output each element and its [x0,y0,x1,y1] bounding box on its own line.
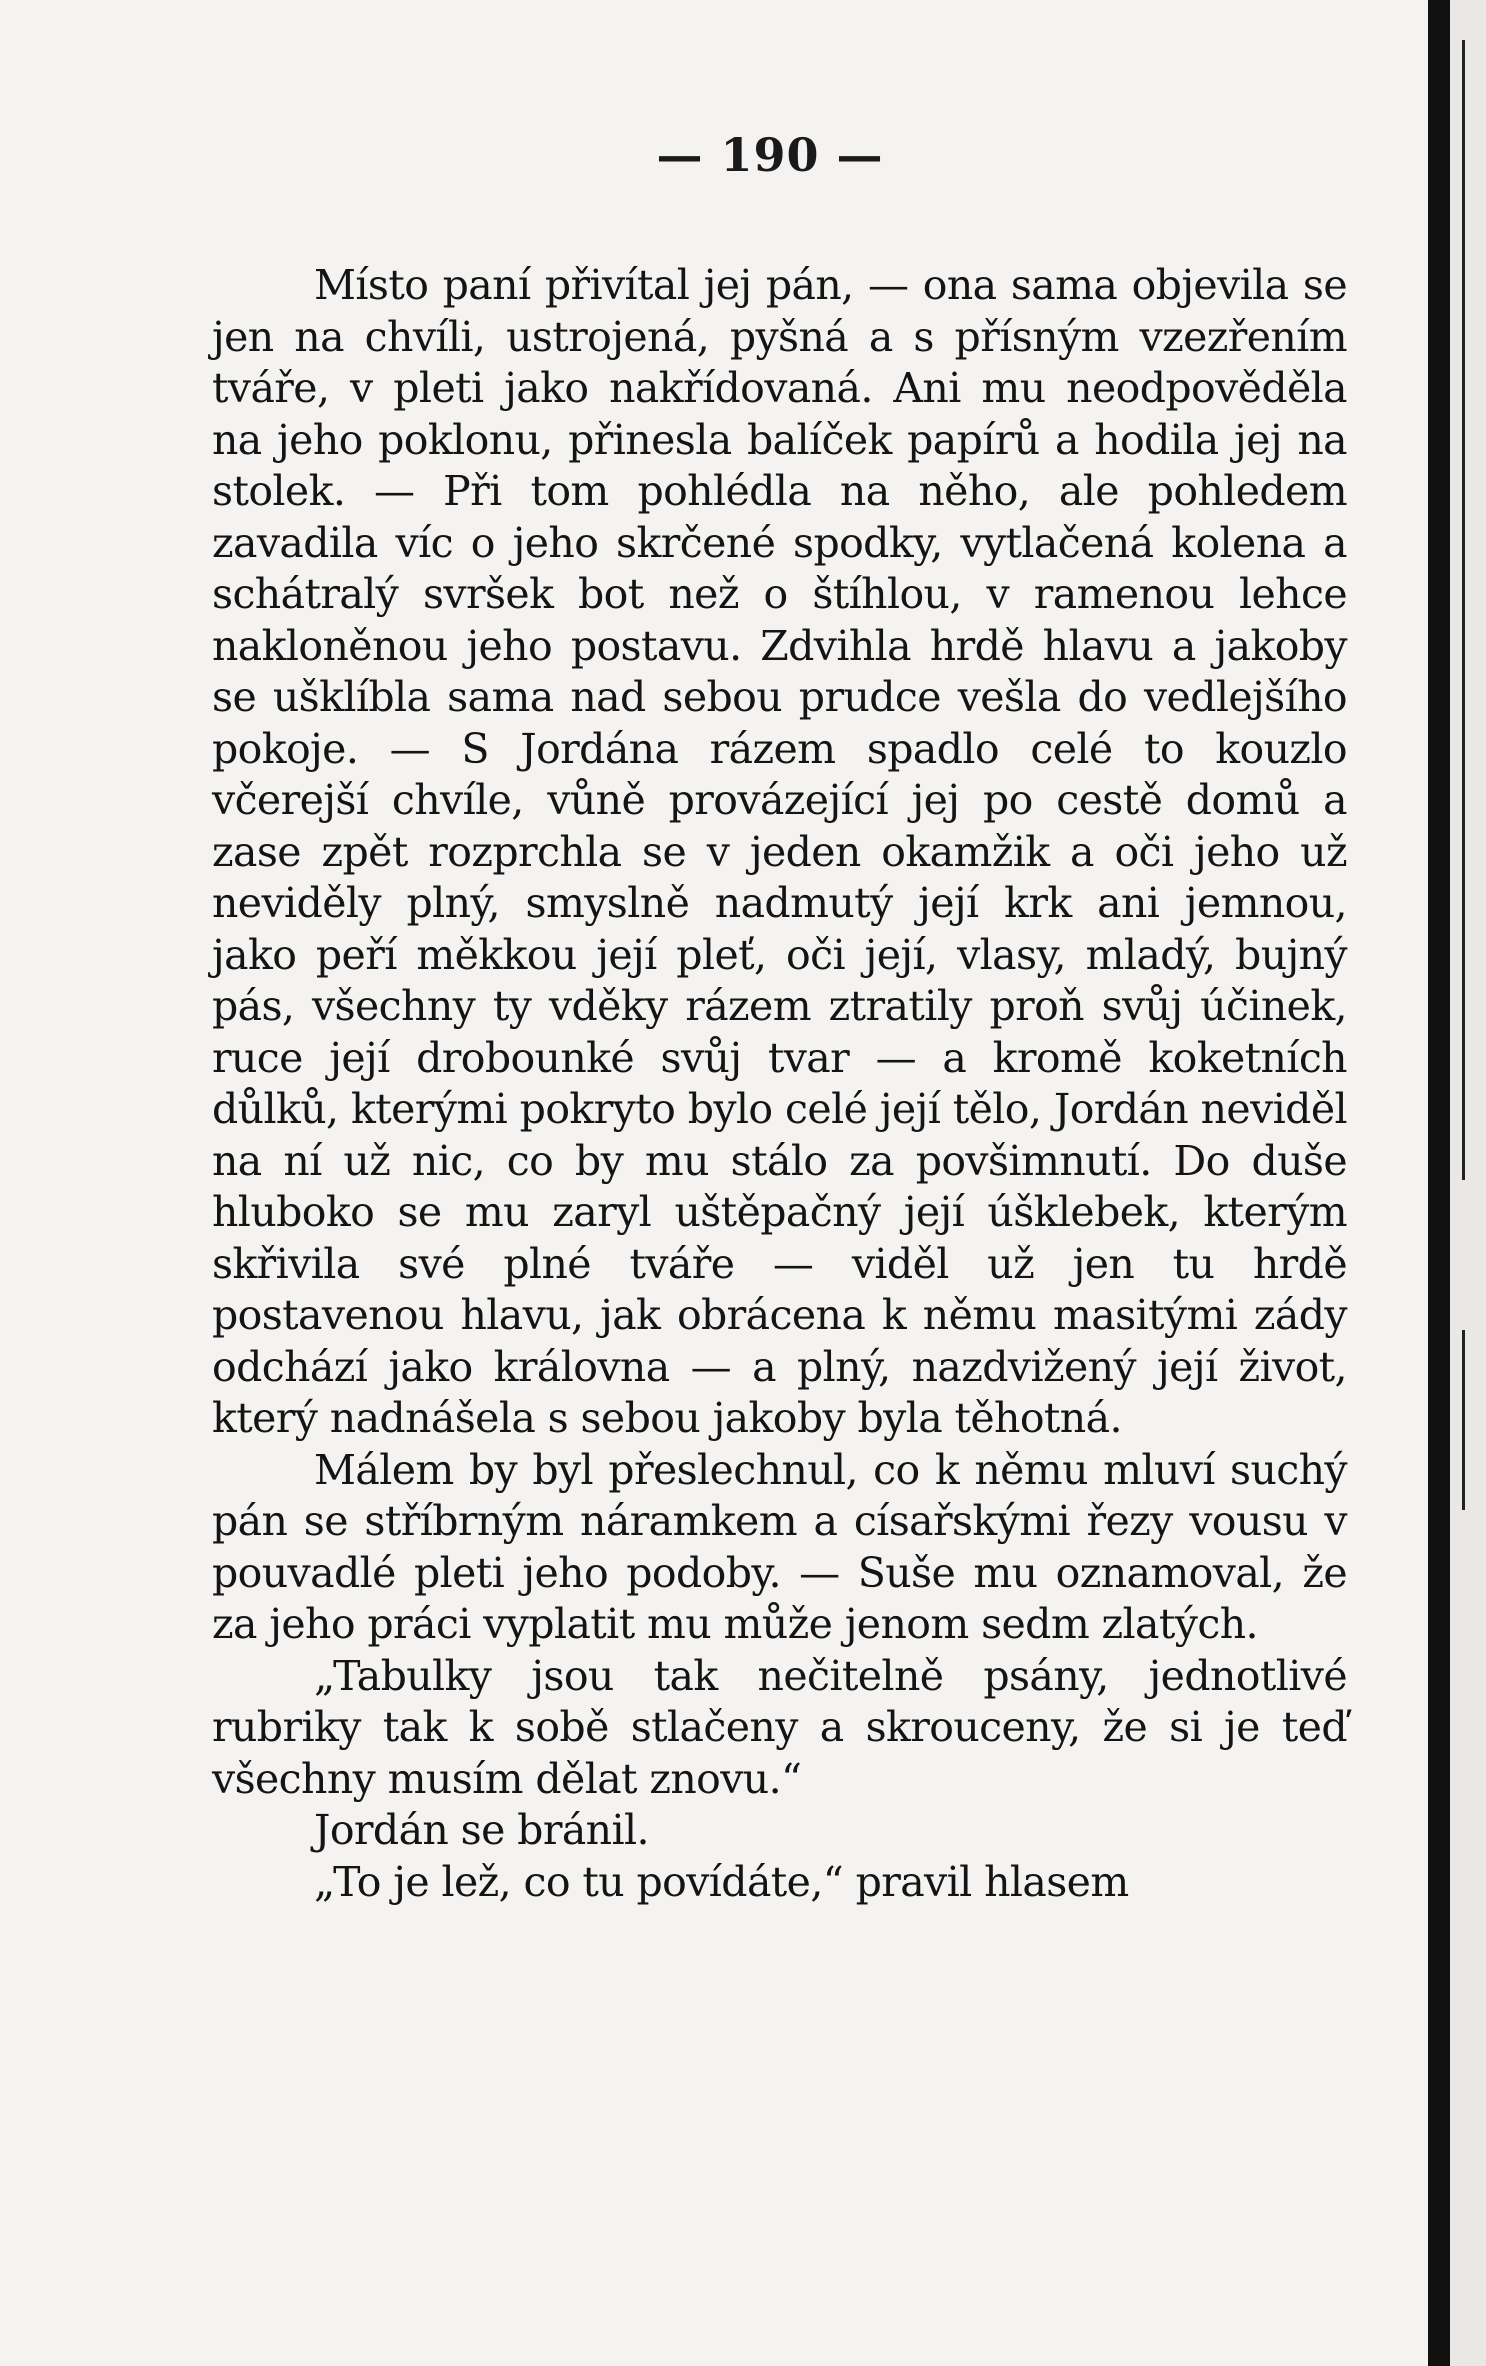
page-edge-shadow [1428,0,1450,2366]
body-text [212,260,1347,1908]
page-number: — 190 — [656,128,884,182]
paragraph-5: „To je lež, co tu povídáte,“ pravil hlasem [314,1857,1129,1906]
paragraph-3: „Tabulky jsou tak nečitelně psány, jednotlivé rubriky tak k sobě stlačeny a skrouceny, že si je teď všechny musím dělat znovu.“ [212,1651,1347,1803]
paragraph-1: Místo paní přivítal jej pán, — ona sama objevila se jen na chvíli, ustrojená, pyšná a s přísným vzezřením tváře, v pleti jako nakřídovaná. Ani mu neodpověděla na jeho poklonu, přinesla balíček papírů a hodila jej na stolek. — Při tom pohlédla na něho, ale pohledem zavadila víc o jeho skrčené spodky, vytlačená kolena a schátralý svršek bot než o štíhlou, v ramenou lehce nakloněnou jeho postavu. Zdvihla hrdě hlavu a jakoby se ušklíbla sama nad sebou prudce vešla do vedlejšího pokoje. — S Jordána rázem spadlo celé to kouzlo včerejší chvíle, vůně provázející jej po cestě domů a zase zpět rozprchla se v jeden okamžik a oči jeho už neviděly plný, smyslně nadmutý její krk ani jemnou, jako peří měkkou její pleť, oči její, vlasy, mladý, bujný pás, všechny ty vděky rázem ztratily proň svůj účinek, ruce její drobounké svůj tvar — a kromě koketních důlků, kterými pokryto bylo celé její tělo, Jordán neviděl na ní už nic, co by mu stálo za povšimnutí. Do duše hluboko se mu zaryl uštěpačný její úšklebek, kterým skřivila své plné tváře — viděl už jen tu hrdě postavenou hlavu, jak obrácena k němu masitými zády odchází jako královna — a plný, nazdvižený její život, který nadnášela s sebou jakoby byla těhotná. [212,261,1347,1442]
adjacent-page-edge-line [1462,1330,1465,1510]
adjacent-page-strip [1450,0,1486,2366]
adjacent-page-edge-line [1462,40,1465,1180]
paragraph-4: Jordán se bránil. [314,1806,649,1854]
paragraph-2: Málem by byl přeslechnul, co k němu mluví suchý pán se stříbrným náramkem a císařskými řezy vousu v pouvadlé pleti jeho podoby. — Suše mu oznamoval, že za jeho práci vyplatit mu může jenom sedm zlatých. [212,1445,1347,1648]
